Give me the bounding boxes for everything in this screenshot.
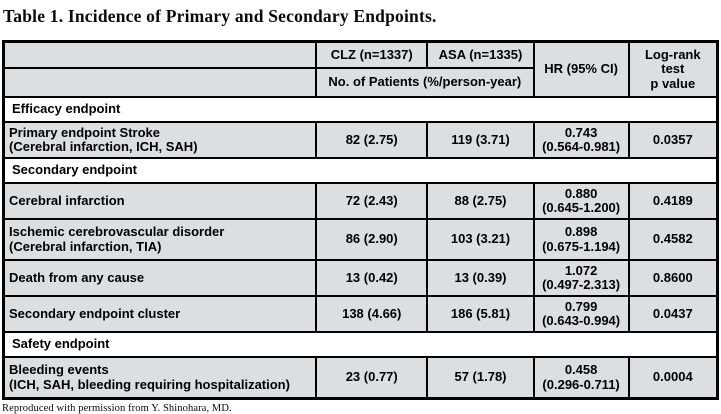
hr-ci: (0.645-1.200) <box>542 200 621 215</box>
asa-value: 186 (5.81) <box>427 296 533 332</box>
header-logrank-line2: p value <box>650 75 696 91</box>
p-value: 0.4582 <box>629 219 718 260</box>
endpoint-label-line1: Bleeding events <box>9 362 109 377</box>
section-row-safety <box>4 332 718 357</box>
p-value: 0.4189 <box>629 183 718 219</box>
asa-value: 13 (0.39) <box>427 260 533 296</box>
hr-ci: (0.497-2.313) <box>542 277 621 292</box>
section-label: Efficacy endpoint <box>4 97 718 122</box>
table-title: Table 1. Incidence of Primary and Secondary Endpoints. <box>3 6 437 26</box>
clz-value: 23 (0.77) <box>316 357 427 399</box>
header-empty-cell <box>4 42 317 69</box>
header-row-groups <box>4 42 718 69</box>
section-label: Safety endpoint <box>4 332 718 357</box>
endpoints-table <box>2 40 719 400</box>
asa-value: 119 (3.71) <box>427 122 533 158</box>
header-asa: ASA (n=1335) <box>427 42 533 69</box>
hr-value <box>534 357 629 399</box>
header-clz: CLZ (n=1337) <box>316 42 427 69</box>
asa-value: 103 (3.21) <box>427 219 533 260</box>
endpoint-label-line1: Primary endpoint Stroke <box>9 124 160 140</box>
endpoint-label-line1: Cerebral infarction <box>9 192 125 208</box>
section-row-secondary <box>4 158 718 183</box>
hr-value <box>534 122 629 158</box>
section-row-efficacy <box>4 97 718 122</box>
table-row-ischemic-disorder <box>4 219 718 260</box>
hr-point: 0.743 <box>564 124 598 140</box>
endpoint-label <box>4 260 317 296</box>
hr-point: 0.799 <box>564 298 598 314</box>
endpoint-label <box>4 122 317 158</box>
table-row-secondary-cluster <box>4 296 718 332</box>
clz-value: 13 (0.42) <box>316 260 427 296</box>
endpoint-label-line2: (ICH, SAH, bleeding requiring hospitalization) <box>9 376 290 392</box>
hr-point: 0.898 <box>564 224 598 239</box>
endpoint-label <box>4 296 317 332</box>
endpoint-label-line1: Death from any cause <box>9 269 145 285</box>
asa-value: 57 (1.78) <box>427 357 533 399</box>
hr-ci: (0.675-1.194) <box>542 238 621 254</box>
p-value: 0.0437 <box>629 296 718 332</box>
attribution-text: Reproduced with permission from Y. Shinohara, MD. <box>2 403 232 414</box>
hr-point: 0.458 <box>564 362 598 377</box>
table-row-primary-stroke <box>4 122 718 158</box>
hr-ci: (0.643-0.994) <box>542 313 621 328</box>
table-row-death <box>4 260 718 296</box>
endpoint-label <box>4 357 317 399</box>
endpoint-label <box>4 183 317 219</box>
endpoint-label-line1: Ischemic cerebrovascular disorder <box>9 224 225 239</box>
endpoint-label-line2: (Cerebral infarction, TIA) <box>9 238 162 254</box>
hr-value <box>534 183 629 219</box>
clz-value: 86 (2.90) <box>316 219 427 260</box>
header-hr <box>534 42 629 98</box>
header-hr-label: HR (95% CI) <box>544 61 618 77</box>
header-patients: No. of Patients (%/person-year) <box>316 68 534 97</box>
header-logrank-line1: Log-rank test <box>644 46 701 77</box>
hr-point: 0.880 <box>564 185 598 201</box>
header-empty-cell-2 <box>4 68 317 97</box>
section-label: Secondary endpoint <box>4 158 718 183</box>
hr-ci: (0.296-0.711) <box>542 376 620 392</box>
p-value: 0.8600 <box>629 260 718 296</box>
endpoint-label <box>4 219 317 260</box>
hr-ci: (0.564-0.981) <box>542 139 621 154</box>
p-value: 0.0004 <box>629 357 718 399</box>
clz-value: 82 (2.75) <box>316 122 427 158</box>
p-value: 0.0357 <box>629 122 718 158</box>
clz-value: 72 (2.43) <box>316 183 427 219</box>
clz-value: 138 (4.66) <box>316 296 427 332</box>
hr-value <box>534 219 629 260</box>
hr-point: 1.072 <box>564 262 598 278</box>
asa-value: 88 (2.75) <box>427 183 533 219</box>
endpoint-label-line1: Secondary endpoint cluster <box>9 305 181 321</box>
hr-value <box>534 296 629 332</box>
table-row-bleeding-events <box>4 357 718 399</box>
table-row-cerebral-infarction <box>4 183 718 219</box>
hr-value <box>534 260 629 296</box>
endpoint-label-line2: (Cerebral infarction, ICH, SAH) <box>9 139 198 154</box>
header-logrank <box>629 42 718 98</box>
